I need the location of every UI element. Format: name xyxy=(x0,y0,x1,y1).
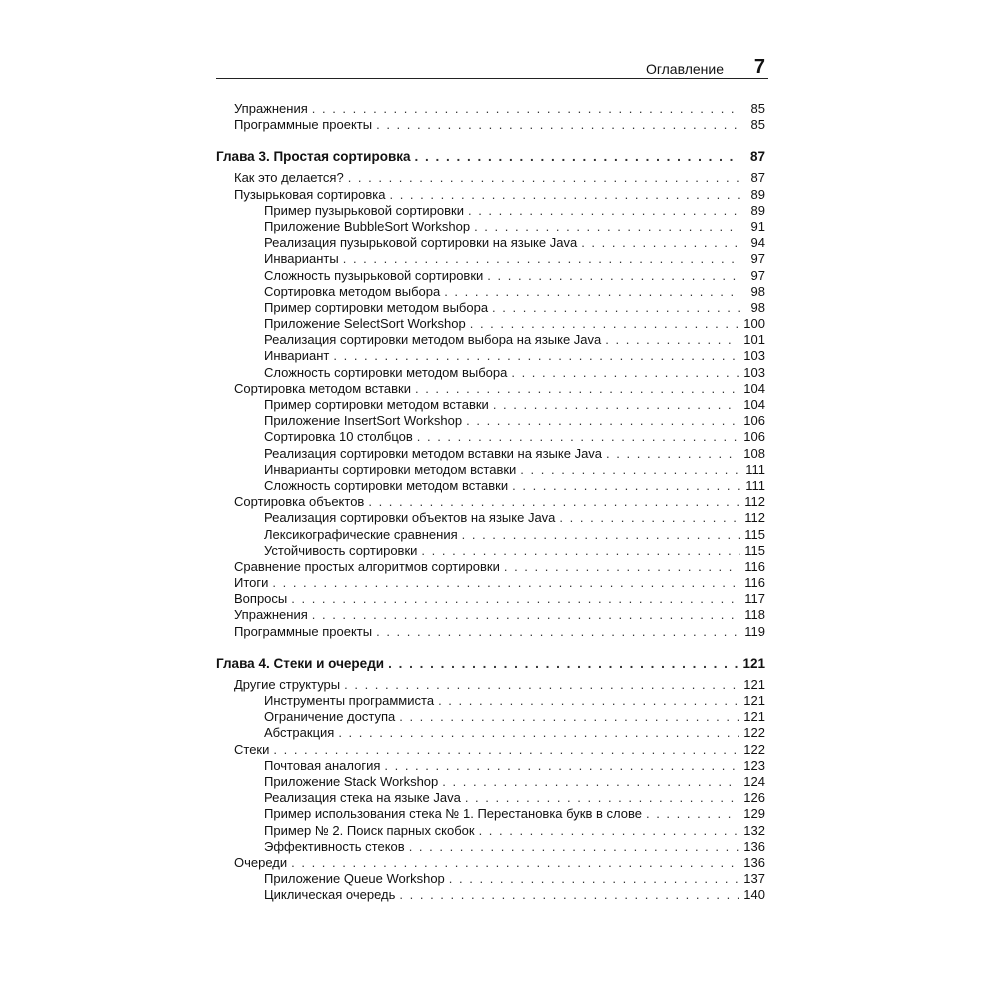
running-header xyxy=(216,52,768,79)
dot-leader xyxy=(487,268,741,284)
toc-entry-title: Приложение SelectSort Workshop xyxy=(264,316,466,332)
toc-entry-title: Абстракция xyxy=(264,725,335,741)
toc-entry-page: 124 xyxy=(743,773,765,789)
toc-entry-page: 118 xyxy=(744,607,765,623)
dot-leader xyxy=(399,887,739,903)
table-of-contents xyxy=(216,101,768,903)
toc-entry[interactable] xyxy=(216,855,768,871)
toc-entry-title: Сложность сортировки методом вставки xyxy=(264,477,509,493)
toc-entry[interactable] xyxy=(216,446,768,462)
toc-entry[interactable] xyxy=(216,591,768,607)
dot-leader xyxy=(511,365,739,381)
dot-leader xyxy=(520,462,741,478)
chapter-gap xyxy=(216,133,768,148)
toc-entry-page: 122 xyxy=(743,725,765,741)
toc-entry-title: Устойчивость сортировки xyxy=(264,542,418,558)
dot-leader xyxy=(512,478,741,494)
toc-entry-title: Упражнения xyxy=(234,607,308,623)
toc-entry-page: 91 xyxy=(750,218,765,234)
dot-leader xyxy=(492,300,741,316)
toc-entry[interactable] xyxy=(216,348,768,364)
toc-entry[interactable] xyxy=(216,693,768,709)
toc-entry-title: Циклическая очередь xyxy=(264,887,396,903)
toc-entry-title: Реализация сортировки объектов на языке Java xyxy=(264,510,556,526)
dot-leader xyxy=(312,607,741,623)
toc-entry[interactable] xyxy=(216,494,768,510)
toc-entry-page: 100 xyxy=(743,316,765,332)
toc-entry-page: 126 xyxy=(743,790,765,806)
dot-leader xyxy=(421,543,740,559)
toc-entry-page: 98 xyxy=(750,299,765,315)
toc-entry[interactable] xyxy=(216,790,768,806)
toc-entry-page: 89 xyxy=(750,202,765,218)
toc-entry[interactable] xyxy=(216,462,768,478)
dot-leader xyxy=(479,823,740,839)
toc-entry[interactable] xyxy=(216,478,768,494)
toc-entry[interactable] xyxy=(216,725,768,741)
dot-leader xyxy=(559,510,740,526)
toc-entry-title: Пример использования стека № 1. Перестановка букв в слове xyxy=(264,806,642,822)
toc-entry[interactable] xyxy=(216,365,768,381)
toc-entry-page: 121 xyxy=(743,693,765,708)
dot-leader xyxy=(343,251,741,267)
toc-entry-page: 140 xyxy=(743,887,765,903)
dot-leader xyxy=(338,725,739,741)
toc-entry-page: 87 xyxy=(749,149,765,165)
toc-entry-title: Инварианты xyxy=(264,251,339,267)
page-number: 7 xyxy=(753,56,765,78)
toc-entry-page: 121 xyxy=(742,655,765,671)
toc-entry-page: 122 xyxy=(743,741,765,757)
toc-entry-title: Реализация пузырьковой сортировки на языке Java xyxy=(264,235,578,251)
toc-entry-page: 85 xyxy=(750,117,765,133)
dot-leader xyxy=(344,677,739,693)
toc-entry-title: Другие структуры xyxy=(234,676,341,692)
toc-entry[interactable] xyxy=(216,268,768,284)
dot-leader xyxy=(581,235,741,251)
toc-entry-page: 85 xyxy=(750,101,765,116)
toc-entry-page: 129 xyxy=(743,806,765,822)
toc-entry[interactable] xyxy=(216,774,768,790)
toc-entry[interactable] xyxy=(216,219,768,235)
dot-leader xyxy=(470,316,740,332)
dot-leader xyxy=(376,117,741,133)
dot-leader xyxy=(493,397,739,413)
toc-entry-page: 115 xyxy=(744,526,765,542)
dot-leader xyxy=(348,170,741,186)
dot-leader xyxy=(272,575,740,591)
dot-leader xyxy=(468,203,741,219)
toc-entry-title: Вопросы xyxy=(234,591,288,607)
toc-entry[interactable] xyxy=(216,203,768,219)
toc-entry[interactable] xyxy=(216,187,768,203)
toc-entry-title: Ограничение доступа xyxy=(264,709,396,725)
dot-leader xyxy=(466,413,739,429)
toc-entry-title: Приложение BubbleSort Workshop xyxy=(264,218,471,234)
toc-entry-title: Инструменты программиста xyxy=(264,693,435,708)
toc-entry-title: Глава 4. Стеки и очереди xyxy=(216,655,385,671)
toc-entry[interactable] xyxy=(216,839,768,855)
toc-entry-title: Пузырьковая сортировка xyxy=(234,186,386,202)
toc-entry-page: 104 xyxy=(743,397,765,412)
toc-entry[interactable] xyxy=(216,677,768,693)
toc-entry-title: Почтовая аналогия xyxy=(264,757,381,773)
toc-entry-title: Как это делается? xyxy=(234,170,344,186)
toc-entry[interactable] xyxy=(216,742,768,758)
toc-entry-title: Сортировка методом выбора xyxy=(264,283,441,299)
toc-entry[interactable] xyxy=(216,101,768,117)
dot-leader xyxy=(399,709,739,725)
toc-entry[interactable] xyxy=(216,413,768,429)
toc-entry-page: 97 xyxy=(750,267,765,283)
toc-entry-page: 106 xyxy=(743,413,765,429)
toc-entry[interactable] xyxy=(216,429,768,445)
toc-entry[interactable] xyxy=(216,709,768,725)
toc-entry[interactable] xyxy=(216,575,768,591)
dot-leader xyxy=(415,148,741,166)
toc-entry-title: Пример сортировки методом выбора xyxy=(264,299,489,315)
toc-entry[interactable] xyxy=(216,758,768,774)
toc-entry-title: Реализация стека на языке Java xyxy=(264,790,461,806)
toc-entry-page: 98 xyxy=(750,283,765,299)
toc-entry-title: Реализация сортировки методом вставки на языке Java xyxy=(264,445,603,461)
dot-leader xyxy=(376,624,740,640)
toc-entry-title: Пример пузырьковой сортировки xyxy=(264,202,464,218)
toc-entry-title: Сортировка методом вставки xyxy=(234,380,411,396)
toc-entry[interactable] xyxy=(216,284,768,300)
toc-entry-title: Сравнение простых алгоритмов сортировки xyxy=(234,558,500,574)
toc-entry-title: Пример сортировки методом вставки xyxy=(264,397,489,412)
toc-entry-page: 116 xyxy=(744,558,765,574)
toc-entry[interactable] xyxy=(216,559,768,575)
toc-entry-title: Пример № 2. Поиск парных скобок xyxy=(264,822,475,838)
toc-entry-page: 111 xyxy=(745,461,765,477)
toc-entry-page: 116 xyxy=(744,575,765,591)
toc-entry-page: 115 xyxy=(744,542,765,558)
toc-entry-page: 112 xyxy=(744,494,765,510)
toc-entry-page: 117 xyxy=(744,591,765,607)
toc-entry-page: 136 xyxy=(743,854,765,870)
toc-entry-title: Инвариант xyxy=(264,348,330,364)
dot-leader xyxy=(415,381,739,397)
toc-entry-title: Программные проекты xyxy=(234,623,373,639)
toc-entry-title: Глава 3. Простая сортировка xyxy=(216,149,411,165)
toc-entry[interactable] xyxy=(216,332,768,348)
toc-entry-page: 94 xyxy=(750,235,765,251)
toc-entry-title: Приложение Queue Workshop xyxy=(264,871,445,887)
dot-leader xyxy=(444,284,741,300)
toc-entry[interactable] xyxy=(216,527,768,543)
dot-leader xyxy=(384,758,739,774)
toc-entry[interactable] xyxy=(216,300,768,316)
toc-entry-title: Сложность пузырьковой сортировки xyxy=(264,267,484,283)
toc-entry-page: 106 xyxy=(743,429,765,445)
toc-entry[interactable] xyxy=(216,316,768,332)
toc-entry[interactable] xyxy=(216,624,768,640)
toc-entry-page: 104 xyxy=(743,380,765,396)
chapter-gap xyxy=(216,640,768,655)
toc-entry-title: Программные проекты xyxy=(234,117,373,133)
dot-leader xyxy=(504,559,740,575)
toc-entry-title: Упражнения xyxy=(234,101,308,116)
toc-entry-title: Сортировка объектов xyxy=(234,494,365,510)
toc-entry-page: 137 xyxy=(743,871,765,887)
toc-entry-page: 112 xyxy=(744,510,765,526)
toc-entry-page: 108 xyxy=(743,445,765,461)
dot-leader xyxy=(465,790,739,806)
toc-entry-title: Реализация сортировки методом выбора на языке Java xyxy=(264,332,602,348)
dot-leader xyxy=(474,219,741,235)
dot-leader xyxy=(389,187,741,203)
toc-entry-page: 89 xyxy=(750,186,765,202)
toc-entry[interactable] xyxy=(216,607,768,623)
toc-entry[interactable] xyxy=(216,887,768,903)
toc-entry[interactable] xyxy=(216,235,768,251)
toc-entry-page: 132 xyxy=(743,822,765,838)
toc-entry-page: 87 xyxy=(750,170,765,186)
toc-entry-title: Очереди xyxy=(234,854,288,870)
toc-entry-page: 136 xyxy=(743,838,765,854)
dot-leader xyxy=(368,494,740,510)
toc-entry-page: 119 xyxy=(744,623,765,639)
dot-leader xyxy=(646,806,739,822)
toc-entry[interactable] xyxy=(216,170,768,186)
dot-leader xyxy=(442,774,739,790)
dot-leader xyxy=(291,591,740,607)
toc-entry[interactable] xyxy=(216,871,768,887)
dot-leader xyxy=(606,446,739,462)
toc-entry-title: Приложение InsertSort Workshop xyxy=(264,413,463,429)
toc-entry[interactable] xyxy=(216,117,768,133)
toc-entry[interactable] xyxy=(216,510,768,526)
dot-leader xyxy=(417,429,740,445)
toc-entry-page: 111 xyxy=(745,477,765,493)
dot-leader xyxy=(449,871,740,887)
toc-entry-title: Инварианты сортировки методом вставки xyxy=(264,461,517,477)
toc-entry-title: Сложность сортировки методом выбора xyxy=(264,364,508,380)
toc-entry[interactable] xyxy=(216,397,768,413)
toc-entry-page: 103 xyxy=(743,364,765,380)
toc-entry-page: 123 xyxy=(743,757,765,773)
toc-entry[interactable] xyxy=(216,251,768,267)
toc-entry-title: Стеки xyxy=(234,741,270,757)
toc-entry-title: Итоги xyxy=(234,575,269,591)
dot-leader xyxy=(333,348,739,364)
dot-leader xyxy=(438,693,739,709)
toc-chapter-entry[interactable] xyxy=(216,148,768,166)
toc-entry-title: Приложение Stack Workshop xyxy=(264,773,439,789)
toc-entry-page: 121 xyxy=(743,676,765,692)
toc-entry-page: 103 xyxy=(743,348,765,364)
toc-entry[interactable] xyxy=(216,823,768,839)
dot-leader xyxy=(312,101,741,117)
dot-leader xyxy=(462,527,741,543)
toc-entry-page: 101 xyxy=(743,332,765,348)
dot-leader xyxy=(409,839,740,855)
toc-entry-title: Эффективность стеков xyxy=(264,838,405,854)
dot-leader xyxy=(388,655,738,673)
dot-leader xyxy=(605,332,739,348)
toc-entry[interactable] xyxy=(216,543,768,559)
toc-entry-page: 121 xyxy=(743,709,765,725)
toc-entry[interactable] xyxy=(216,806,768,822)
header-title: Оглавление xyxy=(645,61,724,77)
toc-entry[interactable] xyxy=(216,381,768,397)
dot-leader xyxy=(291,855,739,871)
toc-entry-title: Лексикографические сравнения xyxy=(264,526,458,542)
dot-leader xyxy=(273,742,739,758)
toc-entry-title: Сортировка 10 столбцов xyxy=(264,429,413,445)
toc-chapter-entry[interactable] xyxy=(216,655,768,673)
toc-entry-page: 97 xyxy=(750,251,765,267)
